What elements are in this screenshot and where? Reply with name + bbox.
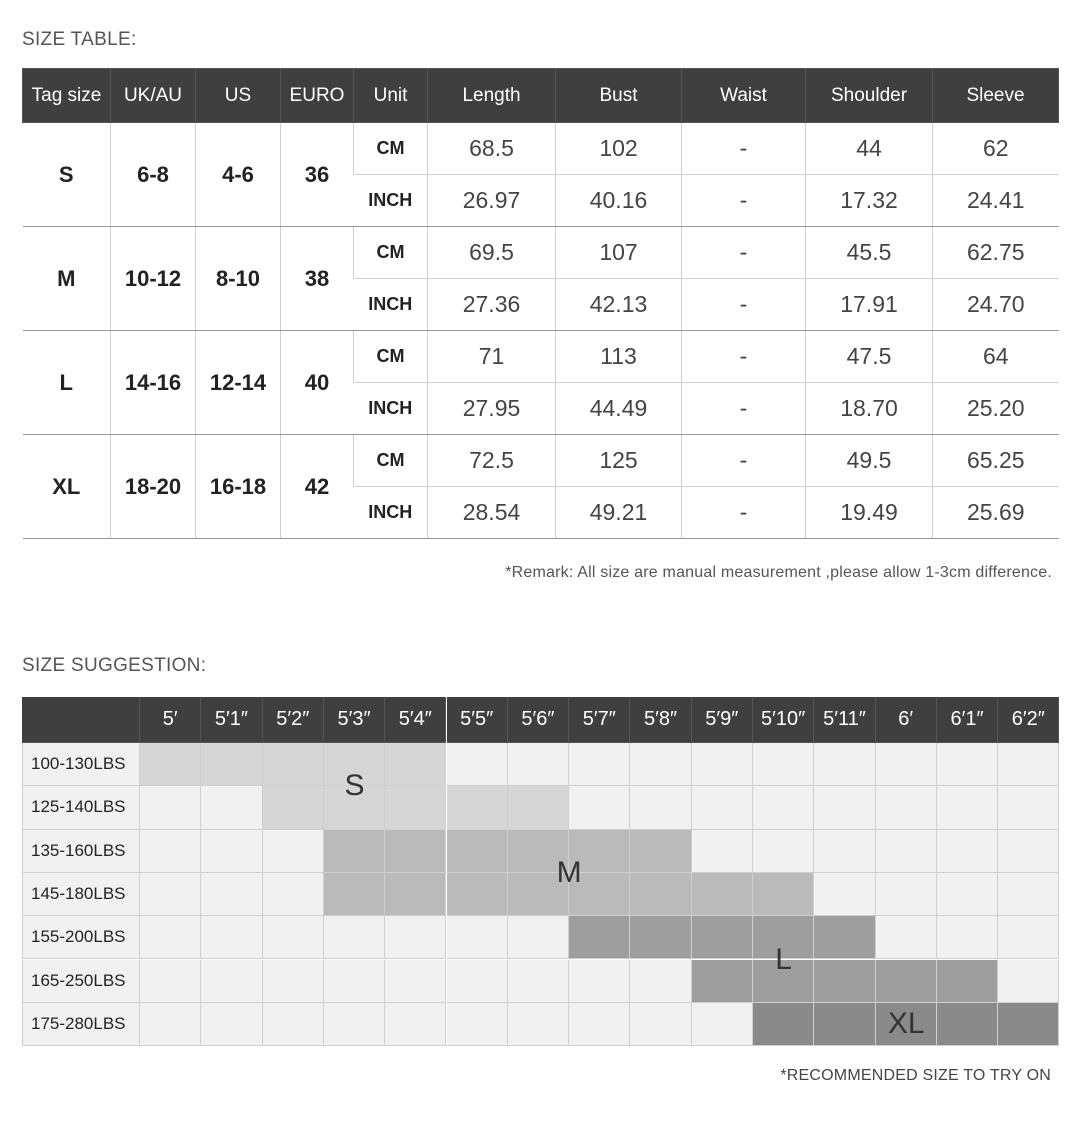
grid-cell: [447, 916, 508, 959]
height-header: 5′11″: [814, 697, 875, 743]
height-header: 6′: [876, 697, 937, 743]
grid-cell: [692, 830, 753, 873]
header-shoulder: Shoulder: [806, 69, 933, 123]
waist-cell: -: [682, 435, 806, 487]
waist-cell: -: [682, 383, 806, 435]
weight-label: 125-140LBS: [22, 786, 140, 829]
size-table-row: [23, 331, 1059, 383]
height-header: 5′2″: [263, 697, 324, 743]
uk-au-cell: 10-12: [111, 227, 196, 331]
shoulder-cell: 18.70: [806, 383, 933, 435]
grid-cell: [263, 830, 324, 873]
bust-cell: 113: [556, 331, 682, 383]
grid-cell: [998, 743, 1059, 786]
sleeve-cell: 64: [933, 331, 1059, 383]
measurement-remark: *Remark: All size are manual measurement ,please allow 1-3cm difference.: [505, 564, 1052, 581]
bust-cell: 40.16: [556, 175, 682, 227]
grid-cell: [201, 830, 262, 873]
shoulder-cell: 17.32: [806, 175, 933, 227]
grid-cell: [998, 916, 1059, 959]
grid-cell: [263, 786, 324, 829]
grid-cell: [753, 1003, 814, 1046]
grid-cell: [753, 743, 814, 786]
height-header: 5′1″: [201, 697, 262, 743]
grid-cell: [508, 743, 569, 786]
grid-cell: [508, 916, 569, 959]
grid-cell: [447, 830, 508, 873]
grid-cell: [263, 1003, 324, 1046]
grid-cell: [385, 1003, 446, 1046]
grid-cell: [263, 960, 324, 1003]
sleeve-cell: 65.25: [933, 435, 1059, 487]
header-length: Length: [428, 69, 556, 123]
us-cell: 4-6: [196, 123, 281, 227]
grid-cell: [324, 830, 385, 873]
grid-cell: [630, 830, 691, 873]
size-table-row: [23, 227, 1059, 279]
size-table-row: [23, 123, 1059, 175]
grid-cell: [630, 873, 691, 916]
grid-cell: [876, 960, 937, 1003]
us-cell: 16-18: [196, 435, 281, 539]
height-header: 5′5″: [447, 697, 508, 743]
us-cell: 12-14: [196, 331, 281, 435]
size-table-header-row: [23, 69, 1059, 123]
grid-cell: [201, 743, 262, 786]
weight-label: 145-180LBS: [22, 873, 140, 916]
unit-cell: INCH: [354, 487, 428, 539]
shoulder-cell: 17.91: [806, 279, 933, 331]
us-cell: 8-10: [196, 227, 281, 331]
grid-cell: [937, 960, 998, 1003]
grid-cell: [937, 873, 998, 916]
grid-cell: [385, 960, 446, 1003]
length-cell: 26.97: [428, 175, 556, 227]
grid-cell: [937, 830, 998, 873]
grid-cell: [140, 916, 201, 959]
grid-cell: [753, 786, 814, 829]
grid-cell: [385, 873, 446, 916]
grid-cell: [569, 916, 630, 959]
grid-cell: [998, 830, 1059, 873]
size-tag-cell: M: [23, 227, 111, 331]
unit-cell: INCH: [354, 175, 428, 227]
grid-cell: [937, 743, 998, 786]
grid-cell: [201, 786, 262, 829]
shoulder-cell: 19.49: [806, 487, 933, 539]
grid-cell: [569, 1003, 630, 1046]
grid-cell: [630, 786, 691, 829]
grid-cell: [998, 960, 1059, 1003]
size-tag-cell: S: [23, 123, 111, 227]
size-table: [22, 68, 1059, 539]
grid-cell: [201, 1003, 262, 1046]
grid-cell: [814, 743, 875, 786]
bust-cell: 44.49: [556, 383, 682, 435]
grid-cell: [630, 743, 691, 786]
grid-cell: [937, 916, 998, 959]
size-table-row: [23, 435, 1059, 487]
weight-label: 165-250LBS: [22, 960, 140, 1003]
grid-cell: [998, 1003, 1059, 1046]
header-us: US: [196, 69, 281, 123]
sleeve-cell: 25.20: [933, 383, 1059, 435]
grid-cell: [201, 960, 262, 1003]
grid-cell: [385, 786, 446, 829]
height-header: 5′8″: [630, 697, 691, 743]
grid-cell: [201, 916, 262, 959]
waist-cell: -: [682, 123, 806, 175]
grid-cell: [630, 1003, 691, 1046]
bust-cell: 42.13: [556, 279, 682, 331]
height-header: 5′9″: [692, 697, 753, 743]
header-waist: Waist: [682, 69, 806, 123]
grid-cell: [876, 873, 937, 916]
size-zone-label: S: [344, 769, 365, 803]
grid-cell: [324, 1003, 385, 1046]
uk-au-cell: 18-20: [111, 435, 196, 539]
waist-cell: -: [682, 227, 806, 279]
length-cell: 28.54: [428, 487, 556, 539]
grid-cell: [814, 916, 875, 959]
grid-cell: [140, 743, 201, 786]
weight-label: 155-200LBS: [22, 916, 140, 959]
unit-cell: CM: [354, 227, 428, 279]
grid-cell: [140, 786, 201, 829]
header-uk-au: UK/AU: [111, 69, 196, 123]
grid-cell: [263, 916, 324, 959]
weight-label: 175-280LBS: [22, 1003, 140, 1046]
waist-cell: -: [682, 331, 806, 383]
size-zone-label: XL: [887, 1007, 925, 1041]
grid-cell: [814, 830, 875, 873]
size-zone-label: M: [556, 855, 582, 889]
grid-cell: [630, 960, 691, 1003]
grid-cell: [937, 1003, 998, 1046]
grid-cell: [692, 1003, 753, 1046]
length-cell: 69.5: [428, 227, 556, 279]
grid-cell: [324, 916, 385, 959]
header-unit: Unit: [354, 69, 428, 123]
grid-cell: [569, 743, 630, 786]
shoulder-cell: 45.5: [806, 227, 933, 279]
euro-cell: 36: [281, 123, 354, 227]
grid-cell: [814, 960, 875, 1003]
header-sleeve: Sleeve: [933, 69, 1059, 123]
length-cell: 71: [428, 331, 556, 383]
grid-cell: [263, 873, 324, 916]
length-cell: 27.95: [428, 383, 556, 435]
height-header: 6′1″: [937, 697, 998, 743]
grid-cell: [814, 873, 875, 916]
length-cell: 68.5: [428, 123, 556, 175]
grid-cell: [753, 830, 814, 873]
grid-cell: [447, 786, 508, 829]
uk-au-cell: 6-8: [111, 123, 196, 227]
header-euro: EURO: [281, 69, 354, 123]
height-header: 5′4″: [385, 697, 446, 743]
grid-cell: [140, 830, 201, 873]
grid-cell: [569, 786, 630, 829]
shoulder-cell: 47.5: [806, 331, 933, 383]
bust-cell: 102: [556, 123, 682, 175]
sleeve-cell: 62: [933, 123, 1059, 175]
waist-cell: -: [682, 487, 806, 539]
grid-cell: [508, 786, 569, 829]
grid-cell: [508, 1003, 569, 1046]
size-suggestion-grid: [22, 697, 1059, 1046]
sleeve-cell: 25.69: [933, 487, 1059, 539]
grid-cell: [324, 960, 385, 1003]
grid-cell: [508, 960, 569, 1003]
height-header: 5′3″: [324, 697, 385, 743]
unit-cell: CM: [354, 123, 428, 175]
unit-cell: INCH: [354, 279, 428, 331]
weight-label: 135-160LBS: [22, 830, 140, 873]
size-suggestion-title: SIZE SUGGESTION:: [22, 655, 207, 676]
grid-cell: [385, 830, 446, 873]
height-header: 5′7″: [569, 697, 630, 743]
bust-cell: 49.21: [556, 487, 682, 539]
grid-cell: [447, 743, 508, 786]
grid-cell: [814, 786, 875, 829]
weight-label: 100-130LBS: [22, 743, 140, 786]
grid-cell: [937, 786, 998, 829]
grid-cell: [324, 873, 385, 916]
grid-cell: [876, 830, 937, 873]
grid-cell: [447, 873, 508, 916]
grid-cell: [692, 786, 753, 829]
grid-cell: [201, 873, 262, 916]
grid-cell: [692, 960, 753, 1003]
euro-cell: 42: [281, 435, 354, 539]
grid-cell: [753, 873, 814, 916]
bust-cell: 125: [556, 435, 682, 487]
height-header: 5′: [140, 697, 201, 743]
grid-cell: [876, 786, 937, 829]
grid-cell: [998, 873, 1059, 916]
grid-cell: [140, 873, 201, 916]
grid-cell: [447, 960, 508, 1003]
grid-cell: [140, 960, 201, 1003]
size-table-title: SIZE TABLE:: [22, 29, 137, 50]
shoulder-cell: 49.5: [806, 435, 933, 487]
header-tag-size: Tag size: [23, 69, 111, 123]
header-bust: Bust: [556, 69, 682, 123]
size-tag-cell: XL: [23, 435, 111, 539]
grid-cell: [876, 916, 937, 959]
euro-cell: 40: [281, 331, 354, 435]
size-zone-label: L: [775, 942, 792, 976]
grid-cell: [385, 743, 446, 786]
grid-cell: [569, 960, 630, 1003]
grid-cell: [263, 743, 324, 786]
height-header: 5′10″: [753, 697, 814, 743]
grid-cell: [447, 1003, 508, 1046]
recommended-note: *RECOMMENDED SIZE TO TRY ON: [780, 1067, 1051, 1084]
sleeve-cell: 24.41: [933, 175, 1059, 227]
unit-cell: CM: [354, 435, 428, 487]
grid-cell: [692, 743, 753, 786]
height-header: 6′2″: [998, 697, 1059, 743]
grid-cell: [814, 1003, 875, 1046]
grid-cell: [876, 743, 937, 786]
sleeve-cell: 62.75: [933, 227, 1059, 279]
unit-cell: CM: [354, 331, 428, 383]
waist-cell: -: [682, 175, 806, 227]
grid-cell: [692, 873, 753, 916]
grid-cell: [140, 1003, 201, 1046]
euro-cell: 38: [281, 227, 354, 331]
grid-cell: [385, 916, 446, 959]
uk-au-cell: 14-16: [111, 331, 196, 435]
grid-cell: [692, 916, 753, 959]
grid-cell: [998, 786, 1059, 829]
length-cell: 27.36: [428, 279, 556, 331]
bust-cell: 107: [556, 227, 682, 279]
size-tag-cell: L: [23, 331, 111, 435]
grid-cell: [630, 916, 691, 959]
shoulder-cell: 44: [806, 123, 933, 175]
length-cell: 72.5: [428, 435, 556, 487]
height-header: 5′6″: [508, 697, 569, 743]
grid-corner-header: [22, 697, 140, 743]
waist-cell: -: [682, 279, 806, 331]
sleeve-cell: 24.70: [933, 279, 1059, 331]
unit-cell: INCH: [354, 383, 428, 435]
